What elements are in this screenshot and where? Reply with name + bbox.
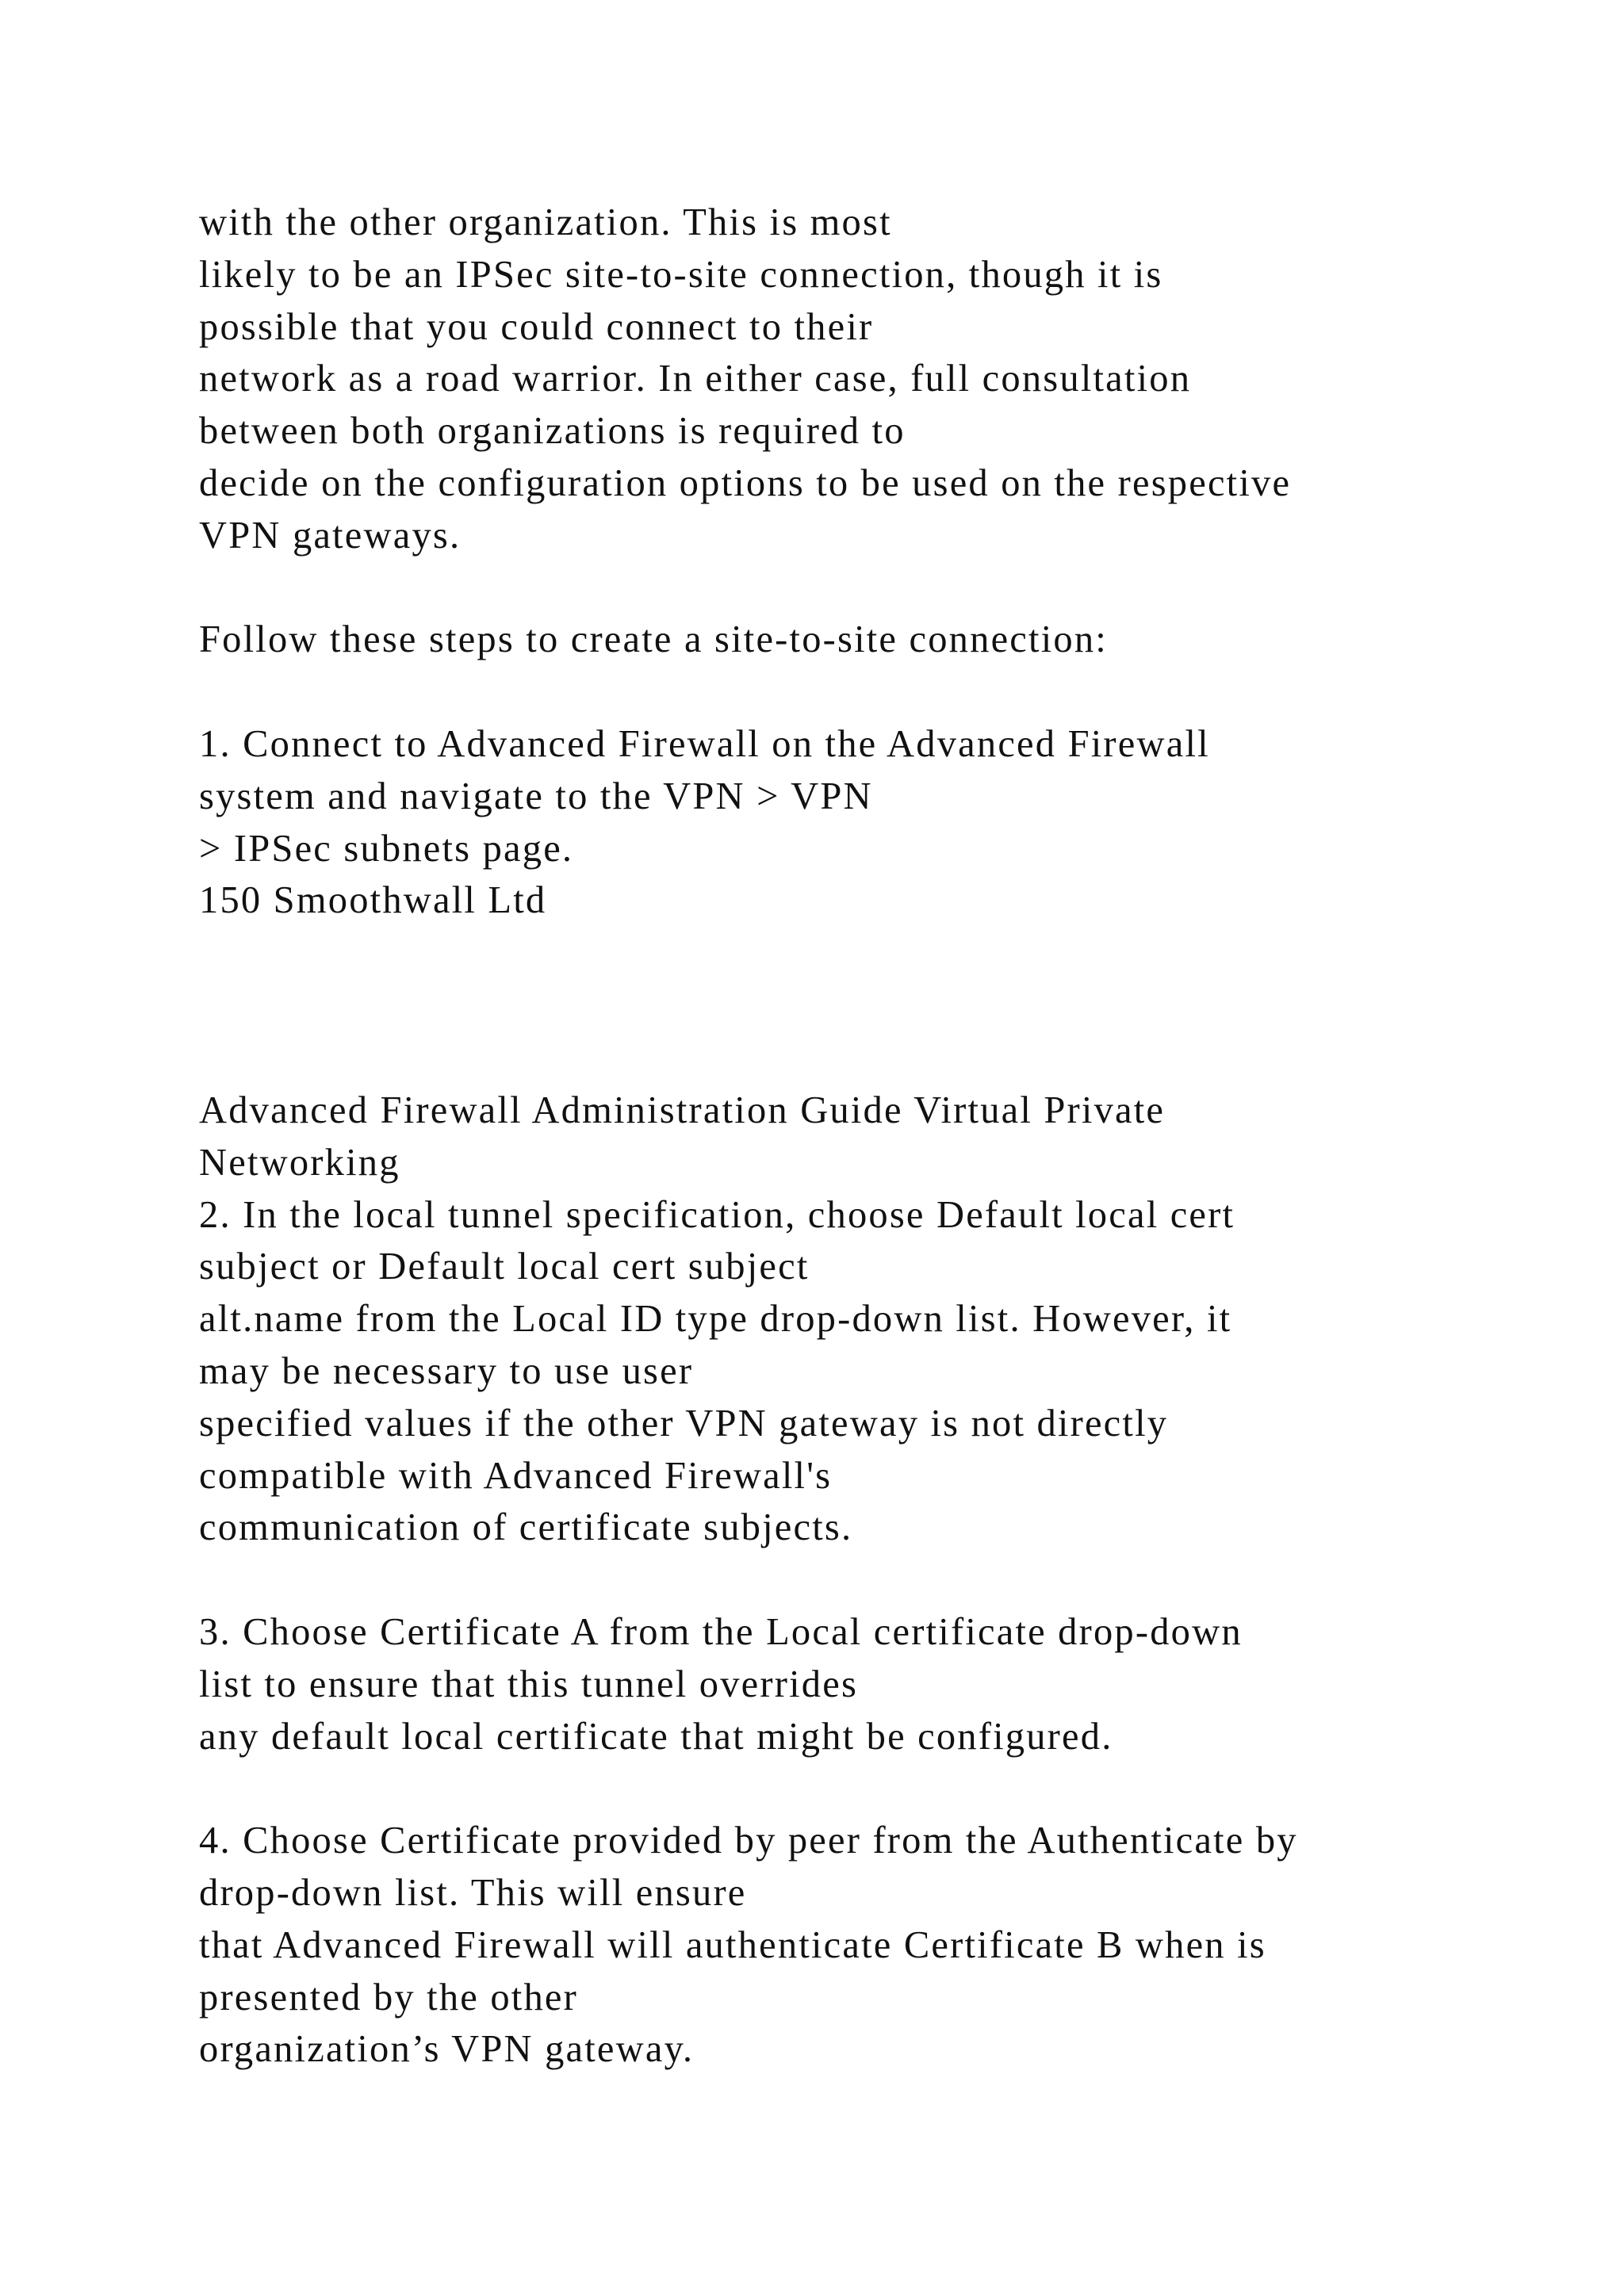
text-line: 3. Choose Certificate A from the Local certificate drop-down xyxy=(199,1610,1243,1653)
text-line: possible that you could connect to their xyxy=(199,305,874,348)
text-line: Networking xyxy=(199,1141,400,1184)
paragraph-gap xyxy=(199,1762,1547,1815)
text-line: list to ensure that this tunnel overrides xyxy=(199,1663,859,1705)
text-line: > IPSec subnets page. xyxy=(199,827,574,870)
text-line: compatible with Advanced Firewall's xyxy=(199,1454,833,1497)
text-line: 2. In the local tunnel specification, choose Default local cert xyxy=(199,1193,1235,1236)
text-line: 1. Connect to Advanced Firewall on the Advanced Firewall xyxy=(199,722,1210,765)
text-line: network as a road warrior. In either case, full consultation xyxy=(199,358,1192,400)
paragraph-gap xyxy=(199,666,1547,718)
text-line: organization’s VPN gateway. xyxy=(199,2028,695,2071)
text-line: that Advanced Firewall will authenticate Certificate B when is xyxy=(199,1923,1266,1966)
text-line: specified values if the other VPN gateway is not directly xyxy=(199,1402,1169,1445)
text-line: system and navigate to the VPN > VPN xyxy=(199,775,873,817)
text-line: any default local certificate that might be configured. xyxy=(199,1715,1113,1758)
text-line: between both organizations is required to xyxy=(199,410,906,453)
text-line: Advanced Firewall Administration Guide Virtual Private xyxy=(199,1089,1166,1131)
text-line: 150 Smoothwall Ltd xyxy=(199,879,547,922)
text-line: VPN gateways. xyxy=(199,514,462,557)
text-line: may be necessary to use user xyxy=(199,1349,694,1392)
text-block-vpn-intro xyxy=(199,197,1547,927)
text-line: likely to be an IPSec site-to-site connection, though it is xyxy=(199,253,1163,296)
text-block-vpn-steps xyxy=(199,1085,1547,2076)
text-line: subject or Default local cert subject xyxy=(199,1246,810,1288)
text-line: alt.name from the Local ID type drop-down list. However, it xyxy=(199,1298,1232,1341)
text-line: Follow these steps to create a site-to-site connection: xyxy=(199,618,1108,661)
text-line: with the other organization. This is most xyxy=(199,201,892,243)
text-line: drop-down list. This will ensure xyxy=(199,1871,747,1914)
text-line: decide on the configuration options to be used on the respective xyxy=(199,461,1292,504)
paragraph-gap xyxy=(199,1554,1547,1606)
text-line: presented by the other xyxy=(199,1976,579,2019)
text-line: 4. Choose Certificate provided by peer from the Authenticate by xyxy=(199,1820,1298,1862)
text-line: communication of certificate subjects. xyxy=(199,1506,853,1549)
paragraph-gap xyxy=(199,562,1547,614)
